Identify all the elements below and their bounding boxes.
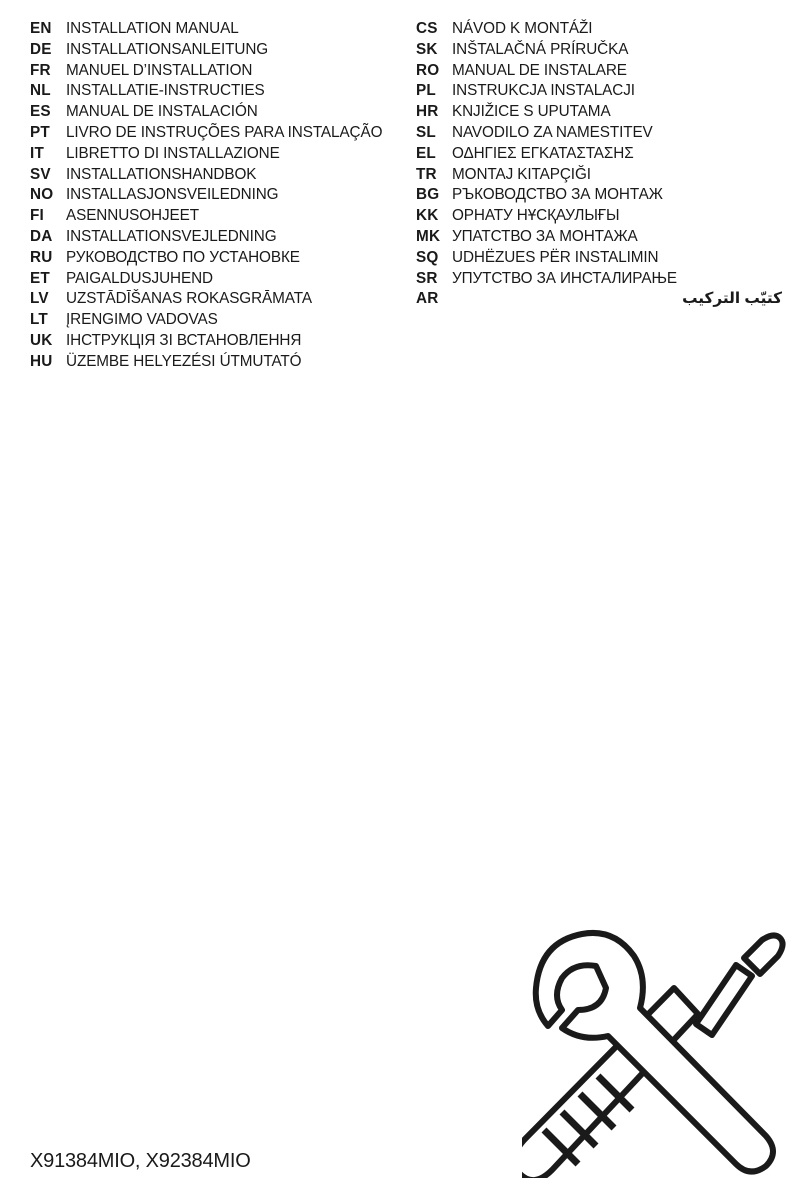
manual-title: كتيّب التركيب: [682, 290, 782, 308]
language-row-es: [30, 102, 410, 123]
language-row-tr: [416, 165, 782, 186]
language-code: EL: [416, 144, 436, 162]
language-code: FR: [30, 61, 51, 79]
language-row-et: [30, 269, 410, 290]
language-row-sq: [416, 248, 782, 269]
language-row-sk: [416, 40, 782, 61]
language-row-da: [30, 227, 410, 248]
language-code: SL: [416, 123, 436, 141]
language-row-lt: [30, 310, 410, 331]
manual-title: INŠTALAČNÁ PRÍRUČKA: [452, 40, 629, 58]
language-code: NL: [30, 82, 51, 100]
manual-title: ІНСТРУКЦІЯ ЗІ ВСТАНОВЛЕННЯ: [66, 331, 302, 349]
manual-title: LIBRETTO DI INSTALLAZIONE: [66, 144, 280, 162]
language-code: HR: [416, 103, 439, 121]
language-code: IT: [30, 144, 44, 162]
language-list-right: [416, 19, 782, 310]
language-code: AR: [416, 290, 439, 308]
wrench-and-screwdriver-icon: [522, 918, 796, 1178]
manual-title: MANUAL DE INSTALACIÓN: [66, 103, 258, 121]
manual-title: РУКОВОДСТВО ПО УСТАНОВКЕ: [66, 248, 300, 266]
language-row-ro: [416, 61, 782, 82]
language-row-hr: [416, 102, 782, 123]
manual-title: ÜZEMBE HELYEZÉSI ÚTMUTATÓ: [66, 352, 302, 370]
manual-title: PAIGALDUSJUHEND: [66, 269, 213, 287]
language-row-no: [30, 185, 410, 206]
language-code: PL: [416, 82, 436, 100]
language-code: LV: [30, 290, 49, 308]
language-row-lv: [30, 289, 410, 310]
manual-title: ОРНАТУ НҰСҚАУЛЫҒЫ: [452, 207, 620, 225]
language-code: ES: [30, 103, 51, 121]
language-row-kk: [416, 206, 782, 227]
language-code: BG: [416, 186, 440, 204]
language-row-ar: [416, 289, 782, 310]
manual-title: MONTAJ KITAPÇIĞI: [452, 165, 591, 183]
language-code: RU: [30, 248, 53, 266]
language-row-fi: [30, 206, 410, 227]
language-row-de: [30, 40, 410, 61]
manual-title: INSTRUKCJA INSTALACJI: [452, 82, 635, 100]
language-code: RO: [416, 61, 440, 79]
language-row-uk: [30, 331, 410, 352]
language-code: MK: [416, 227, 441, 245]
language-code: ET: [30, 269, 50, 287]
language-row-bg: [416, 185, 782, 206]
language-row-hu: [30, 352, 410, 373]
manual-title: ASENNUSOHJEET: [66, 207, 199, 225]
manual-title: УПАТСТВО ЗА МОНТАЖА: [452, 227, 638, 245]
language-code: UK: [30, 331, 53, 349]
language-row-el: [416, 144, 782, 165]
manual-title: NAVODILO ZA NAMESTITEV: [452, 123, 653, 141]
manual-title: ΟΔΗΓΙΕΣ ΕΓΚΑΤΑΣΤΑΣΗΣ: [452, 144, 634, 162]
language-code: SK: [416, 40, 438, 58]
language-row-cs: [416, 19, 782, 40]
manual-title: LIVRO DE INSTRUÇÕES PARA INSTALAÇÃO: [66, 123, 383, 141]
language-code: FI: [30, 207, 44, 225]
language-row-mk: [416, 227, 782, 248]
language-code: SV: [30, 165, 51, 183]
language-code: TR: [416, 165, 437, 183]
language-code: DA: [30, 227, 53, 245]
language-code: PT: [30, 123, 50, 141]
manual-title: INSTALLATIONSHANDBOK: [66, 165, 257, 183]
language-row-sl: [416, 123, 782, 144]
language-code: LT: [30, 311, 48, 329]
language-row-fr: [30, 61, 410, 82]
language-row-pl: [416, 81, 782, 102]
language-code: DE: [30, 40, 52, 58]
language-row-it: [30, 144, 410, 165]
manual-title: UZSTĀDĪŠANAS ROKASGRĀMATA: [66, 290, 312, 308]
language-code: CS: [416, 20, 438, 37]
language-row-ru: [30, 248, 410, 269]
manual-title: KNJIŽICE S UPUTAMA: [452, 103, 611, 121]
manual-title: MANUAL DE INSTALARE: [452, 61, 627, 79]
language-row-sr: [416, 269, 782, 290]
manual-title: MANUEL D’INSTALLATION: [66, 61, 253, 79]
manual-title: INSTALLATIONSANLEITUNG: [66, 40, 269, 58]
manual-title: INSTALLATION MANUAL: [66, 20, 239, 37]
language-code: SQ: [416, 248, 439, 266]
language-code: EN: [30, 20, 52, 37]
language-row-sv: [30, 165, 410, 186]
language-code: SR: [416, 269, 438, 287]
language-list-left: [30, 19, 410, 373]
language-row-nl: [30, 81, 410, 102]
language-code: KK: [416, 207, 439, 225]
language-row-en: [30, 19, 410, 40]
manual-title: РЪКОВОДСТВО ЗА МОНТАЖ: [452, 186, 663, 204]
model-numbers: X91384MIO, X92384MIO: [30, 1150, 251, 1172]
language-row-pt: [30, 123, 410, 144]
manual-title: УПУТСТВО ЗА ИНСТАЛИРАЊЕ: [452, 269, 677, 287]
manual-title: ĮRENGIMO VADOVAS: [66, 311, 218, 329]
language-code: HU: [30, 352, 53, 370]
manual-title: NÁVOD K MONTÁŽI: [452, 20, 593, 37]
manual-title: INSTALLASJONSVEILEDNING: [66, 186, 279, 204]
manual-title: INSTALLATIONSVEJLEDNING: [66, 227, 277, 245]
manual-title: UDHËZUES PËR INSTALIMIN: [452, 248, 659, 266]
language-code: NO: [30, 186, 54, 204]
manual-title: INSTALLATIE-INSTRUCTIES: [66, 82, 265, 100]
